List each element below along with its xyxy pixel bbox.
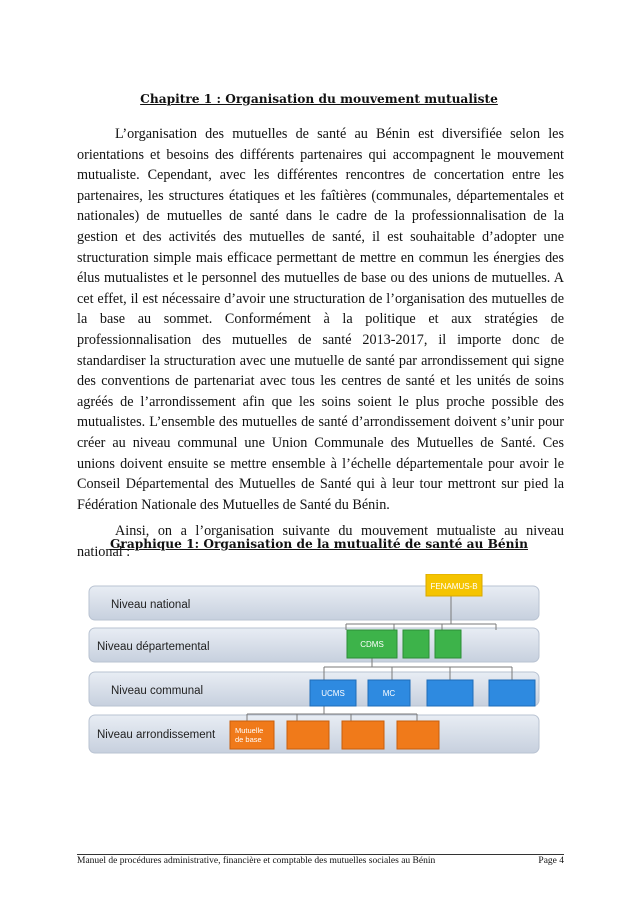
mc-label: MC: [382, 689, 396, 698]
body-text: [77, 124, 564, 562]
ucms-label: UCMS: [321, 689, 345, 698]
mutuelle-de-base-label: [235, 726, 265, 744]
arrondissement-box-2: [287, 721, 329, 749]
graph-title: Graphique 1: Organisation de la mutualité de santé au Bénin: [109, 537, 529, 551]
chapter-title: Chapitre 1 : Organisation du mouvement mutualiste: [140, 92, 498, 106]
level-label-national: Niveau national: [111, 599, 191, 611]
level-label-departmental: Niveau départemental: [97, 641, 210, 653]
mutuelle-label-line-2: de base: [235, 735, 262, 744]
cdms-label: CDMS: [360, 640, 384, 649]
departmental-box-3: [435, 630, 461, 658]
footer-page-number: Page 4: [538, 856, 564, 866]
mutuelle-label-line-1: Mutuelle: [235, 726, 264, 735]
footer-document-title: Manuel de procédures administrative, financière et comptable des mutuelles sociales au Bénin: [77, 856, 436, 866]
paragraph-1: L’organisation des mutuelles de santé au Bénin est diversifiée selon les orientations et besoins des différents partenaires qui accompagnent le mouvement mutualiste. Cependant, avec les différentes rencontres de concertation entre les partenaires, les structures étatiques et les faîtières (communales, départementales et nationales) de mutuelles de santé dans le cadre de la professionnalisation de la gestion et des activités des mutuelles de santé, il est souhaitable d’adopter une structuration simple mais efficace permettant de mettre en commun les énergies des élus mutualistes et le personnel des mutuelles de base ou des unions de mutuelles. A cet effet, il est nécessaire d’avoir une structuration de l’organisation des mutuelles de la base au sommet. Conformément à la politique et aux stratégies de professionnalisation des mutuelles de santé 2013-2017, il importe donc de standardiser la structuration avec une mutuelle de santé par arrondissement qui signe des conventions de partenariat avec tous les centres de santé et les unités de soins agréés de l’arrondissement afin que les soins soient le plus proche possible des mutualistes. L’ensemble des mutuelles de santé d’arrondissement doivent s’unir pour créer au niveau communal une Union Communale des Mutuelles de Santé. Ces unions doivent ensuite se mettre ensemble à l’échelle départementale pour avoir le Conseil Départemental des Mutuelles de Santé qui à leur tour mettront sur pied la Fédération Nationale des Mutuelles de Santé du Bénin.: [77, 126, 564, 513]
fenamus-label: FENAMUS-B: [430, 582, 478, 591]
paragraph-2: Ainsi, on a l’organisation suivante du mouvement mutualiste au niveau national :: [77, 523, 564, 560]
page-footer: [77, 854, 564, 866]
arrondissement-box-4: [397, 721, 439, 749]
communal-box-4: [489, 680, 535, 706]
arrondissement-box-3: [342, 721, 384, 749]
communal-box-3: [427, 680, 473, 706]
level-label-arrondissement: Niveau arrondissement: [97, 729, 216, 741]
departmental-box-2: [403, 630, 429, 658]
organization-diagram: [85, 574, 543, 760]
level-label-communal: Niveau communal: [111, 685, 204, 697]
